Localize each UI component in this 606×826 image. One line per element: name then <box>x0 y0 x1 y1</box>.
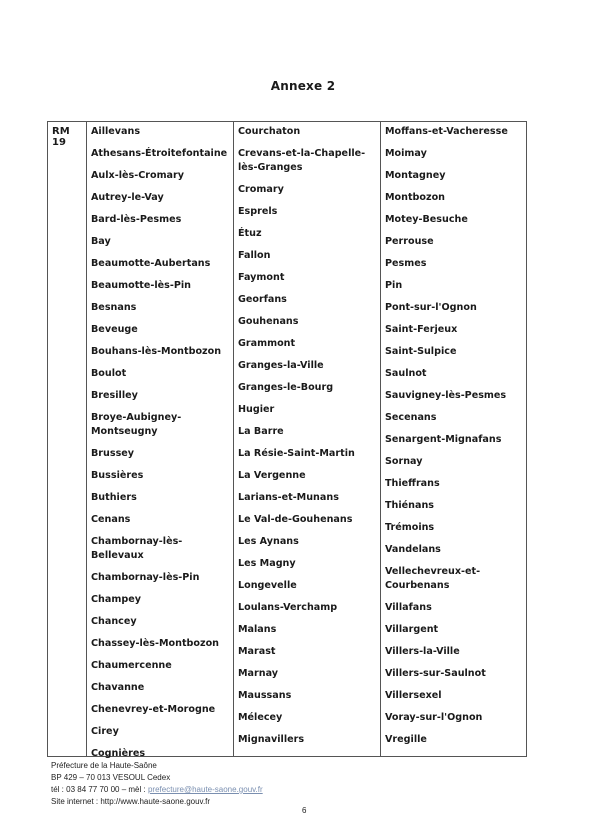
commune-item: Villargent <box>385 624 439 635</box>
commune-item: Longevelle <box>238 580 297 591</box>
communes-column-2 <box>233 122 380 756</box>
commune-item: Mignavillers <box>238 734 305 745</box>
commune-item: Vellechevreux-et-Courbenans <box>385 566 481 591</box>
commune-item: Sauvigney-lès-Pesmes <box>385 390 507 401</box>
commune-item: Saulnot <box>385 368 427 379</box>
commune-item: Loulans-Verchamp <box>238 602 338 613</box>
communes-list-3 <box>385 125 525 755</box>
commune-item: Pin <box>385 280 403 291</box>
commune-item: Larians-et-Munans <box>238 492 339 503</box>
footer-website: Site internet : http://www.haute-saone.gouv.fr <box>51 797 211 806</box>
commune-item: Pont-sur-l'Ognon <box>385 302 477 313</box>
commune-item: Secenans <box>385 412 437 423</box>
commune-item: Voray-sur-l'Ognon <box>385 712 483 723</box>
commune-item: La Vergenne <box>238 470 306 481</box>
commune-item: Bay <box>91 236 111 247</box>
footer-email-link[interactable]: prefecture@haute-saone.gouv.fr <box>147 785 263 794</box>
commune-item: Thieffrans <box>385 478 440 489</box>
commune-item: Chenevrey-et-Morogne <box>91 704 216 715</box>
commune-item: Buthiers <box>91 492 137 503</box>
commune-item: Chambornay-lès-Bellevaux <box>91 536 183 561</box>
commune-item: Maussans <box>238 690 292 701</box>
communes-list-2 <box>238 125 378 755</box>
footer-postal: BP 429 – 70 013 VESOUL Cedex <box>51 773 171 782</box>
commune-item: La Barre <box>238 426 284 437</box>
commune-item: Le Val-de-Gouhenans <box>238 514 353 525</box>
commune-item: Mélecey <box>238 712 283 723</box>
commune-item: Vandelans <box>385 544 441 555</box>
commune-item: Trémoins <box>385 522 435 533</box>
commune-item: Les Magny <box>238 558 296 569</box>
commune-item: Bresilley <box>91 390 138 401</box>
commune-item: Marnay <box>238 668 279 679</box>
commune-item: Broye-Aubigney-Montseugny <box>91 412 182 437</box>
commune-item: Villers-la-Ville <box>385 646 460 657</box>
commune-item: Aillevans <box>91 126 141 137</box>
commune-item: Courchaton <box>238 126 301 137</box>
commune-item: Esprels <box>238 206 278 217</box>
commune-item: Champey <box>91 594 141 605</box>
commune-item: Les Aynans <box>238 536 299 547</box>
commune-item: Bussières <box>91 470 144 481</box>
commune-item: Villersexel <box>385 690 442 701</box>
annex-title: Annexe 2 <box>270 79 336 93</box>
commune-item: Chassey-lès-Montbozon <box>91 638 220 649</box>
commune-item: Perrouse <box>385 236 434 247</box>
commune-item: Granges-la-Ville <box>238 360 324 371</box>
commune-item: Moffans-et-Vacheresse <box>385 126 508 137</box>
commune-item: Senargent-Mignafans <box>385 434 502 445</box>
communes-list-1 <box>91 125 231 769</box>
footer-address <box>51 760 263 808</box>
commune-item: Saint-Sulpice <box>385 346 457 357</box>
commune-item: Beaumotte-Aubertans <box>91 258 211 269</box>
footer-prefecture: Préfecture de la Haute-Saône <box>51 761 157 770</box>
commune-item: Montbozon <box>385 192 446 203</box>
row-label: RM 19 <box>52 126 70 148</box>
page-number: 6 <box>302 806 307 815</box>
commune-item: Chancey <box>91 616 137 627</box>
commune-item: Aulx-lès-Cromary <box>91 170 185 181</box>
commune-item: La Résie-Saint-Martin <box>238 448 355 459</box>
communes-column-1 <box>86 122 233 759</box>
commune-item: Motey-Besuche <box>385 214 468 225</box>
commune-item: Villafans <box>385 602 432 613</box>
commune-item: Grammont <box>238 338 296 349</box>
commune-item: Villers-sur-Saulnot <box>385 668 486 679</box>
commune-item: Sornay <box>385 456 423 467</box>
commune-item: Cirey <box>91 726 119 737</box>
commune-item: Malans <box>238 624 277 635</box>
commune-item: Beaumotte-lès-Pin <box>91 280 192 291</box>
commune-item: Gouhenans <box>238 316 299 327</box>
commune-item: Fallon <box>238 250 271 261</box>
row-label-cell <box>47 122 87 756</box>
commune-item: Montagney <box>385 170 446 181</box>
commune-item: Granges-le-Bourg <box>238 382 334 393</box>
commune-item: Cognières <box>91 748 146 759</box>
commune-item: Brussey <box>91 448 135 459</box>
communes-table <box>47 121 527 757</box>
commune-item: Marast <box>238 646 276 657</box>
commune-item: Cenans <box>91 514 131 525</box>
commune-item: Vregille <box>385 734 427 745</box>
commune-item: Georfans <box>238 294 287 305</box>
footer-phone: tél : 03 84 77 70 00 – mèl : <box>51 785 148 794</box>
commune-item: Thiénans <box>385 500 435 511</box>
commune-item: Étuz <box>238 228 262 239</box>
communes-column-3 <box>380 122 527 756</box>
commune-item: Faymont <box>238 272 285 283</box>
commune-item: Hugier <box>238 404 275 415</box>
commune-item: Bouhans-lès-Montbozon <box>91 346 222 357</box>
commune-item: Crevans-et-la-Chapelle-lès-Granges <box>238 148 366 173</box>
commune-item: Autrey-le-Vay <box>91 192 164 203</box>
commune-item: Chavanne <box>91 682 145 693</box>
commune-item: Besnans <box>91 302 137 313</box>
commune-item: Pesmes <box>385 258 427 269</box>
commune-item: Chaumercenne <box>91 660 172 671</box>
commune-item: Bard-lès-Pesmes <box>91 214 182 225</box>
commune-item: Cromary <box>238 184 284 195</box>
commune-item: Moimay <box>385 148 427 159</box>
footer-contact <box>51 784 263 796</box>
commune-item: Beveuge <box>91 324 138 335</box>
commune-item: Boulot <box>91 368 127 379</box>
commune-item: Chambornay-lès-Pin <box>91 572 200 583</box>
commune-item: Saint-Ferjeux <box>385 324 458 335</box>
commune-item: Athesans-Étroitefontaine <box>91 148 228 159</box>
